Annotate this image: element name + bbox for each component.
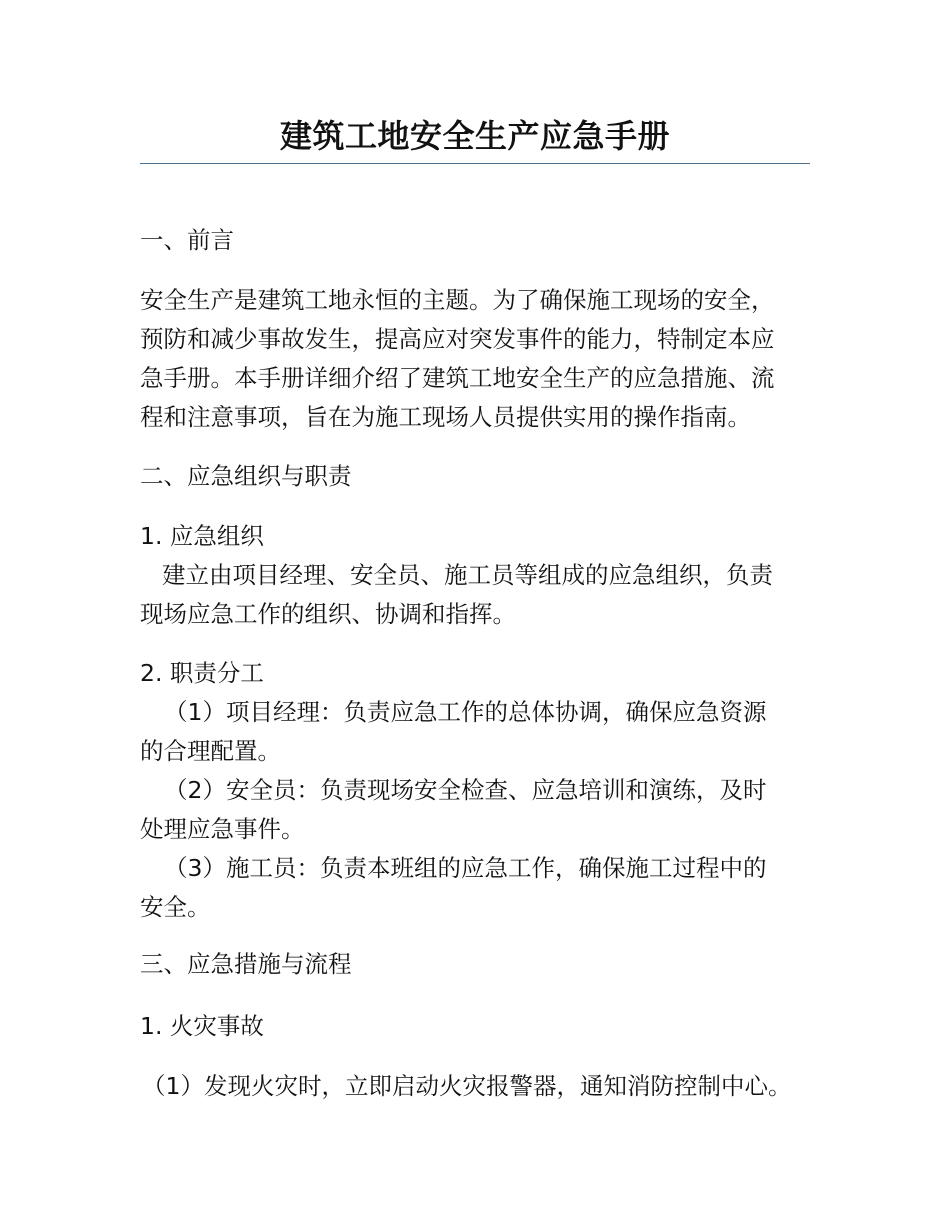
title-divider xyxy=(140,163,810,164)
section-heading-organization: 二、应急组织与职责 xyxy=(140,462,352,490)
list-item-line: （2）安全员：负责现场安全检查、应急培训和演练，及时 xyxy=(164,776,767,804)
paragraph-line: 预防和减少事故发生，提高应对突发事件的能力，特制定本应 xyxy=(140,325,775,353)
paragraph-line: 现场应急工作的组织、协调和指挥。 xyxy=(140,600,516,628)
subsection-heading: 2. 职责分工 xyxy=(140,659,264,687)
subsection-heading: 1. 火灾事故 xyxy=(140,1012,264,1040)
list-item-line: （1）项目经理：负责应急工作的总体协调，确保应急资源 xyxy=(164,698,767,726)
paragraph-line: 急手册。本手册详细介绍了建筑工地安全生产的应急措施、流 xyxy=(140,364,775,392)
paragraph-line: 程和注意事项，旨在为施工现场人员提供实用的操作指南。 xyxy=(140,403,751,431)
paragraph-line: 建立由项目经理、安全员、施工员等组成的应急组织，负责 xyxy=(162,561,773,589)
section-heading-measures: 三、应急措施与流程 xyxy=(140,950,352,978)
list-item-line: 安全。 xyxy=(140,893,211,921)
subsection-heading: 1. 应急组织 xyxy=(140,522,264,550)
section-heading-preface: 一、前言 xyxy=(140,226,234,254)
list-item-line: （3）施工员：负责本班组的应急工作，确保施工过程中的 xyxy=(164,854,767,882)
list-item-line: 处理应急事件。 xyxy=(140,815,305,843)
paragraph-line: 安全生产是建筑工地永恒的主题。为了确保施工现场的安全， xyxy=(140,286,775,314)
list-item-line: 的合理配置。 xyxy=(140,737,281,765)
document-title: 建筑工地安全生产应急手册 xyxy=(279,117,670,155)
list-item-line: （1）发现火灾时，立即启动火灾报警器，通知消防控制中心。 xyxy=(142,1072,792,1100)
